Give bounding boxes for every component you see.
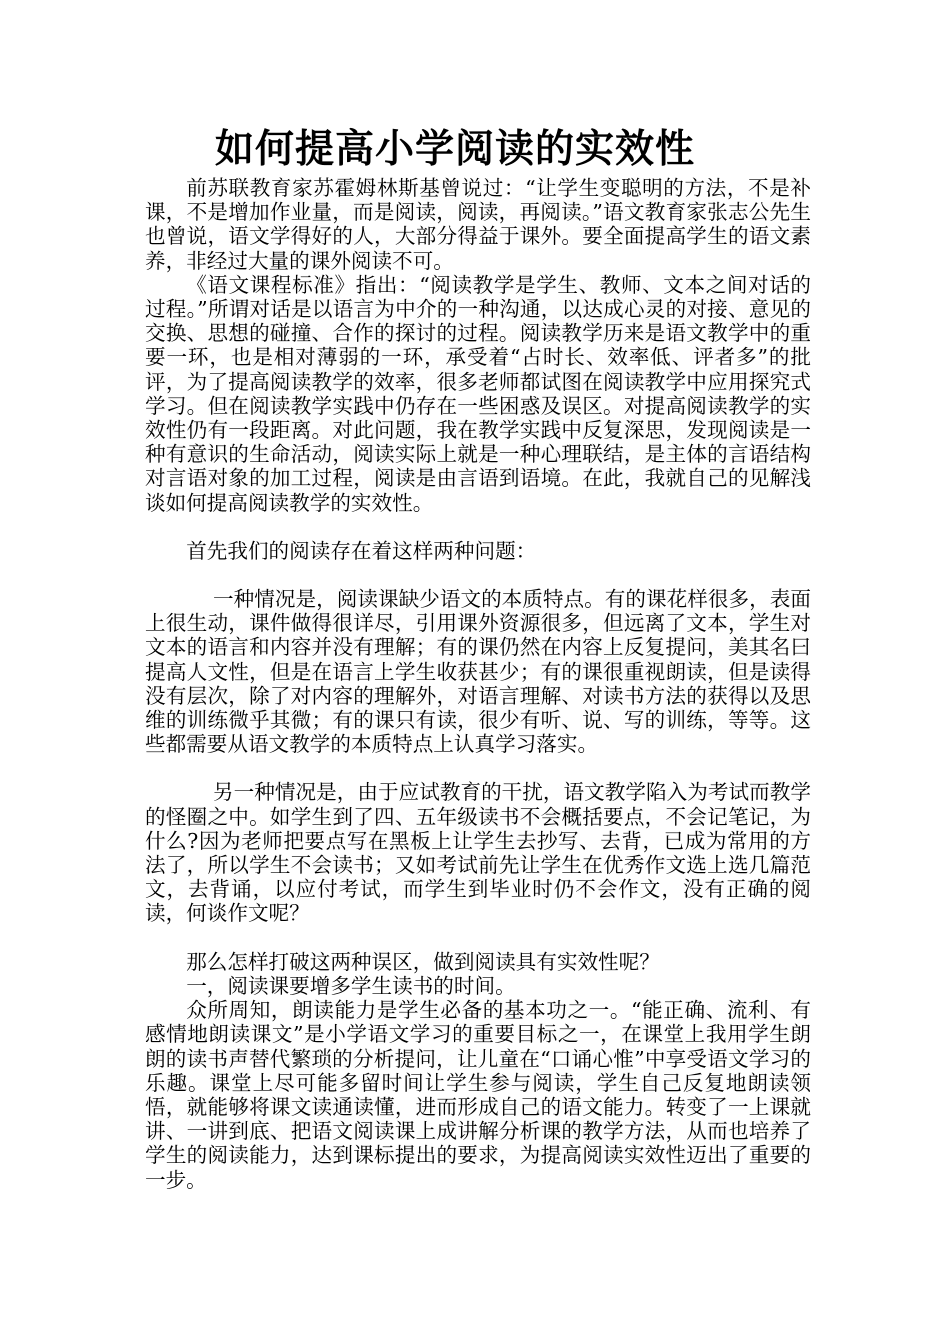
paragraph-question: 那么怎样打破这两种误区，做到阅读具有实效性呢？ bbox=[186, 949, 660, 974]
paragraph-reading-aloud: 众所周知，朗读能力是学生必备的基本功之一。“能正确、流利、有感情地朗读课文”是小学语文学习的重要目标之一，在课堂上我用学生朗朗的读书声替代繁琐的分析提问，让儿童在“口诵心惟”中享受语文学习的乐趣。课堂上尽可能多留时间让学生参与阅读，学生自己反复地朗读领悟，就能够将课文读通读懂，进而形成自己的语文能力。转变了一上课就讲、一讲到底、把语文阅读课上成讲解分析课的教学方法，从而也培养了学生的阅读能力，达到课标提出的要求，为提高阅读实效性迈出了重要的一步。 bbox=[145, 998, 811, 1192]
paragraph-gap bbox=[145, 756, 811, 780]
paragraph-curriculum-standard: 《语文课程标准》指出：“阅读教学是学生、教师、文本之间对话的过程。”所谓对话是以语言为中介的一种沟通，以达成心灵的对接、意见的交换、思想的碰撞、合作的探讨的过程。阅读教学历来是语文教学中的重要一环，也是相对薄弱的一环，承受着“占时长、效率低、评者多”的批评，为了提高阅读教学的效率，很多老师都试图在阅读教学中应用探究式学习。但在阅读教学实践中仍存在一些困惑及误区。对提高阅读教学的实效性仍有一段距离。对此问题，我在教学实践中反复深思，发现阅读是一种有意识的生命活动，阅读实际上就是一种心理联结，是主体的言语结构对言语对象的加工过程，阅读是由言语到语境。在此，我就自己的见解浅谈如何提高阅读教学的实效性。 bbox=[145, 272, 811, 515]
paragraph-intro: 前苏联教育家苏霍姆林斯基曾说过：“让学生变聪明的方法，不是补课，不是增加作业量，而是阅读，阅读，再阅读。”语文教育家张志公先生也曾说，语文学得好的人，大部分得益于课外。要全面提高学生的语文素养，非经过大量的课外阅读不可。 bbox=[145, 176, 811, 273]
paragraph-gap bbox=[145, 926, 811, 950]
paragraph-gap bbox=[145, 563, 811, 587]
document-title: 如何提高小学阅读的实效性 bbox=[214, 127, 695, 172]
document-body bbox=[145, 176, 811, 1192]
paragraph-problem-two: 另一种情况是，由于应试教育的干扰，语文教学陷入为考试而教学的怪圈之中。如学生到了四、五年级读书不会概括要点，不会记笔记，为什么?因为老师把要点写在黑板上让学生去抄写、去背，已成为常用的方法了，所以学生不会读书；又如考试前先让学生在优秀作文选上选几篇范文，去背诵，以应付考试，而学生到毕业时仍不会作文，没有正确的阅读，何谈作文呢？ bbox=[145, 780, 811, 926]
paragraph-problem-one: 一种情况是，阅读课缺少语文的本质特点。有的课花样很多，表面上很生动，课件做得很详尽，引用课外资源很多，但远离了文本，学生对文本的语言和内容并没有理解；有的课仍然在内容上反复提问，美其名曰提高人文性，但是在语言上学生收获甚少；有的课很重视朗读，但是读得没有层次，除了对内容的理解外，对语言理解、对读书方法的获得以及思维的训练微乎其微；有的课只有读，很少有听、说、写的训练，等等。这些都需要从语文教学的本质特点上认真学习落实。 bbox=[145, 587, 811, 757]
paragraph-section-one-heading: 一，阅读课要增多学生读书的时间。 bbox=[186, 973, 516, 998]
paragraph-problems-heading: 首先我们的阅读存在着这样两种问题： bbox=[186, 538, 537, 563]
paragraph-gap bbox=[145, 515, 811, 539]
